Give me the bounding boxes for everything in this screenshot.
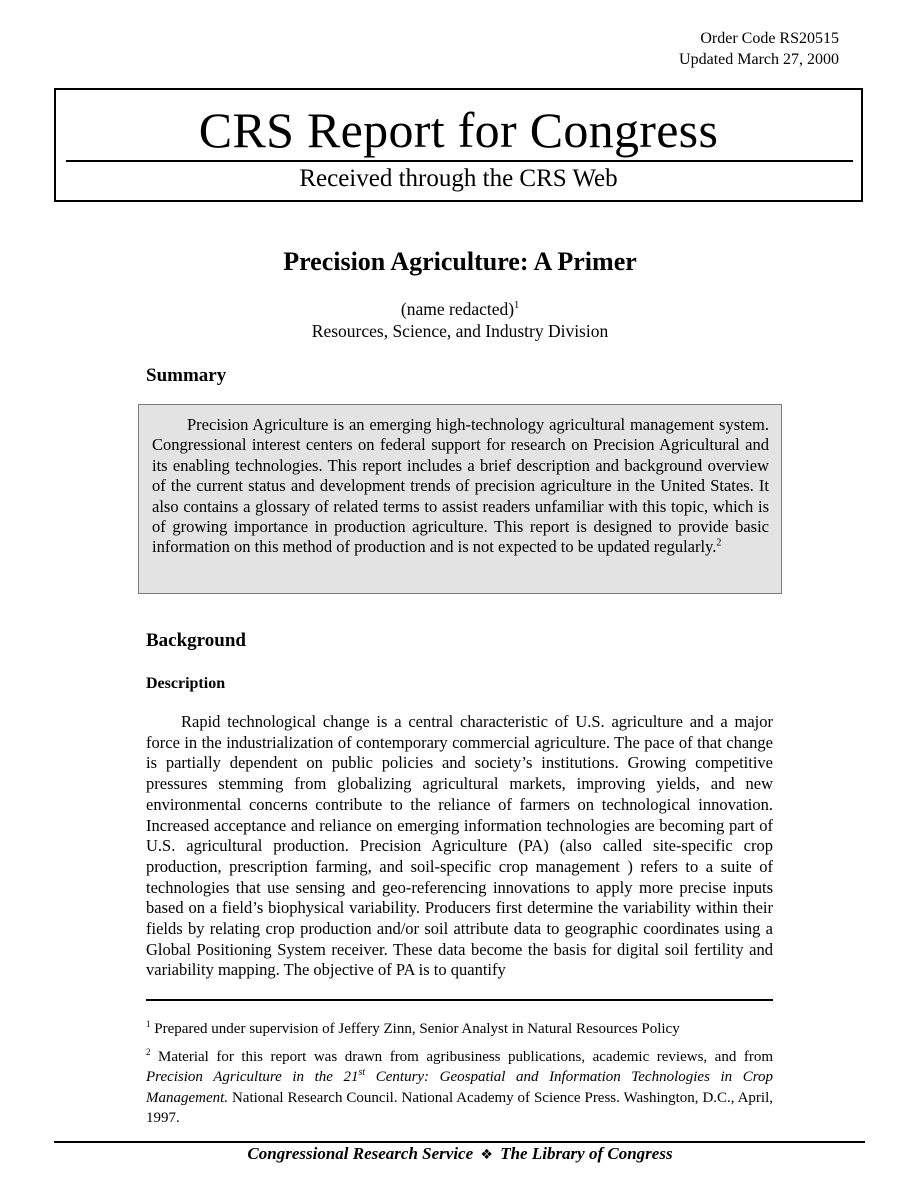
footnote-1-text: Prepared under supervision of Jeffery Zinn, Senior Analyst in Natural Resources Policy	[154, 1021, 680, 1037]
summary-heading: Summary	[146, 365, 227, 386]
banner-divider	[66, 160, 853, 162]
citation-ordinal: st	[358, 1067, 366, 1079]
footnote-ref-2[interactable]: 2	[716, 537, 722, 549]
footnote-2	[146, 1047, 773, 1128]
page-footer	[0, 1143, 920, 1166]
order-info	[679, 28, 839, 70]
updated-date: Updated March 27, 2000	[679, 51, 839, 68]
description-paragraph	[146, 712, 773, 981]
author-name: (name redacted)	[400, 299, 515, 319]
footnote-divider	[146, 999, 773, 1001]
description-subheading: Description	[146, 675, 226, 692]
citation-title-part-b: Century: Geospatial and Information Technologies in Crop Management.	[146, 1069, 773, 1106]
footnote-2-text-after: National Research Council. National Academy of Science Press. Washington, D.C., April, 1997.	[146, 1089, 773, 1126]
footnote-ref-1[interactable]: 1	[514, 300, 520, 312]
footer-left: Congressional Research Service	[247, 1144, 474, 1163]
diamond-separator-icon: ❖	[480, 1147, 493, 1163]
footer-right: The Library of Congress	[500, 1144, 673, 1163]
footnote-2-text-before: Material for this report was drawn from agribusiness publications, academic reviews, and from	[158, 1049, 773, 1065]
author-line	[0, 298, 920, 320]
summary-text: Precision Agriculture is an emerging high-technology agricultural management system. Congressional interest centers on federal support for research on Precision Agricultural and its enabling technologies. This report includes a brief description and background overview of the current status and development trends of precision agriculture in the United States. It also contains a glossary of related terms to assist readers unfamiliar with this topic, which is of growing importance in production agriculture. This report is designed to provide basic information on this method of production and is not expected to be updated regularly.	[152, 415, 769, 557]
order-code: Order Code RS20515	[700, 30, 839, 47]
summary-box	[138, 404, 782, 594]
division-name: Resources, Science, and Industry Division	[311, 321, 609, 341]
banner-subtitle: Received through the CRS Web	[299, 165, 618, 192]
footnote-1-mark: 1	[146, 1019, 151, 1029]
footnote-1	[146, 1019, 773, 1039]
summary-paragraph	[152, 415, 769, 558]
footnote-2-mark: 2	[146, 1047, 151, 1057]
description-text: Rapid technological change is a central characteristic of U.S. agriculture and a major force in the industrialization of contemporary commercial agriculture. The pace of that change is partially dependent on public policies and society’s institutions. Growing competitive pressures stemming from globalizing agricultural markets, improving yields, and new environmental concerns contribute to the reliance of farmers on technological innovation. Increased acceptance and reliance on emerging information technologies are becoming part of U.S. agricultural production. Precision Agriculture (PA) (also called site-specific crop production, prescription farming, and soil-specific crop management ) refers to a suite of technologies that use sensing and geo-referencing innovations to apply more precise inputs based on a field’s biophysical variability. Producers first determine the variability within their fields by relating crop production and/or soil attribute data to geographic coordinates using a Global Positioning System receiver. These data become the basis for digital soil fertility and variability mapping. The objective of PA is to quantify	[146, 712, 773, 980]
background-heading: Background	[146, 630, 246, 651]
report-banner	[54, 88, 863, 202]
citation-title-part-a: Precision Agriculture in the 21	[146, 1069, 359, 1086]
banner-title: CRS Report for Congress	[198, 102, 719, 158]
document-title: Precision Agriculture: A Primer	[283, 247, 637, 276]
